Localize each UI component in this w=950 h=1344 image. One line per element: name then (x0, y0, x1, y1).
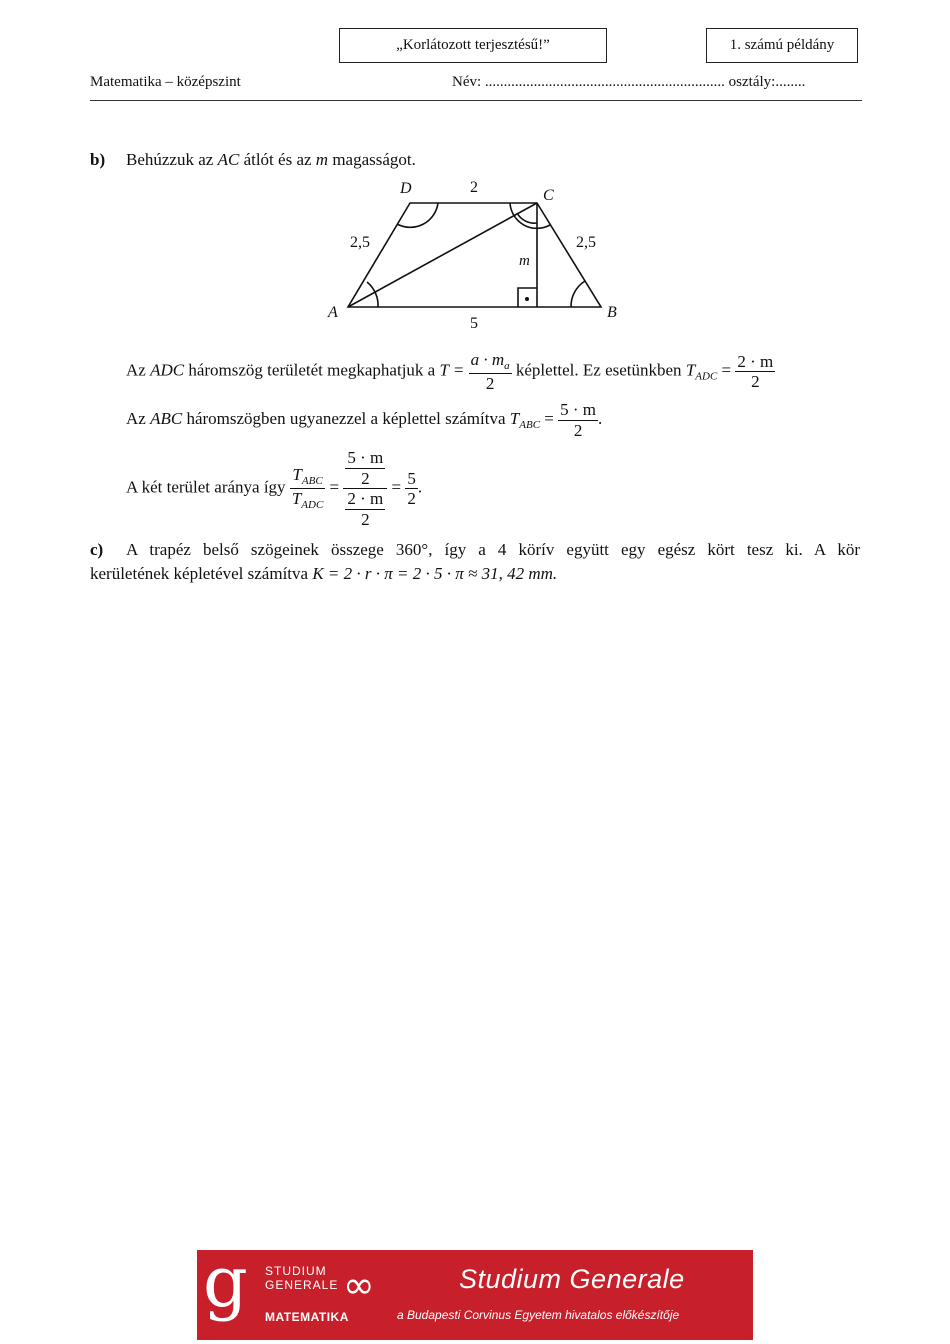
height-label: m (519, 253, 530, 269)
angle-arc-a (367, 282, 378, 307)
part-c-line2: kerületének képletével számítva K = 2 · r · π = 2 · 5 · π ≈ 31, 42 mm. (90, 564, 558, 583)
adc-area-fraction: $\frac{2 \cdot m}{2}$ (737, 351, 774, 392)
trapezoid-outline (348, 203, 601, 307)
part-c-line1: A trapéz belső szögeinek összege 360°, így a 4 körív együtt egy egész kört tesz ki. A kör (126, 540, 860, 559)
area-formula-fraction: $\frac{a \cdot m_a}{2}$ (470, 350, 510, 393)
subject-label: Matematika – középszint (90, 74, 241, 90)
vertex-b: B (607, 304, 617, 321)
brand-name: Studium Generale (459, 1264, 685, 1294)
logo-studium: STUDIUM (265, 1264, 327, 1278)
ratio-line: A két terület aránya így $\frac{T_{ABC}}{T_{ADC}}$ = $\frac{\frac{5 \cdot m}{2}}{\frac{2 \cdot m}{2}}$ = $\frac{5}{2}$ . (126, 448, 423, 529)
logo-matematika: MATEMATIKA (265, 1310, 349, 1324)
adc-area-line: Az ADC háromszög területét megkaphatjuk a T = $\frac{a \cdot m_a}{2}$ képlettel. Ez esetünkben $T_{ADC}$ = $\frac{2 \cdot m}{2}$ (126, 350, 774, 393)
side-ab-label: 5 (470, 315, 478, 332)
side-bc-label: 2,5 (576, 234, 596, 251)
restricted-label: „Korlátozott terjesztésű!” (396, 37, 550, 53)
ratio-fraction: $\frac{T_{ABC}}{T_{ADC}}$ (291, 465, 324, 512)
copy-number-label: 1. számú példány (729, 37, 835, 53)
result-fraction: $\frac{5}{2}$ (407, 468, 416, 509)
vertex-a: A (328, 304, 338, 321)
header-rule (90, 100, 862, 101)
abc-area-fraction: $\frac{5 \cdot m}{2}$ (560, 400, 597, 440)
vertex-c: C (543, 187, 554, 204)
footer-banner (197, 1241, 753, 1340)
copy-number-box (706, 28, 858, 63)
vertex-d: D (400, 180, 412, 197)
part-b-intro: Behúzzuk az AC átlót és az m magasságot. (126, 150, 416, 169)
compound-fraction: $\frac{\frac{5 \cdot m}{2}}{\frac{2 \cdot m}{2}}$ (343, 448, 387, 529)
restricted-box (339, 28, 607, 63)
part-b-label: b) (90, 150, 106, 169)
side-ad-label: 2,5 (350, 234, 370, 251)
trapezoid-figure (320, 175, 630, 340)
part-c-label: c) (90, 540, 104, 559)
logo-generale: GENERALE (265, 1278, 339, 1292)
infinity-icon: ∞ (343, 1263, 375, 1307)
side-dc-label: 2 (470, 179, 478, 196)
right-angle-dot (525, 297, 529, 301)
brand-tagline: a Budapesti Corvinus Egyetem hivatalos előkészítője (397, 1308, 680, 1322)
angle-arc-b (571, 281, 585, 307)
abc-area-line: Az ABC háromszögben ugyanezzel a képlettel számítva $T_{ABC}$ = $\frac{5 \cdot m}{2}$ . (126, 400, 603, 440)
logo-letter: g (203, 1241, 248, 1323)
name-class-line: Név: ................................................................ osztály:........ (452, 74, 806, 90)
diagonal-ac (348, 203, 537, 307)
